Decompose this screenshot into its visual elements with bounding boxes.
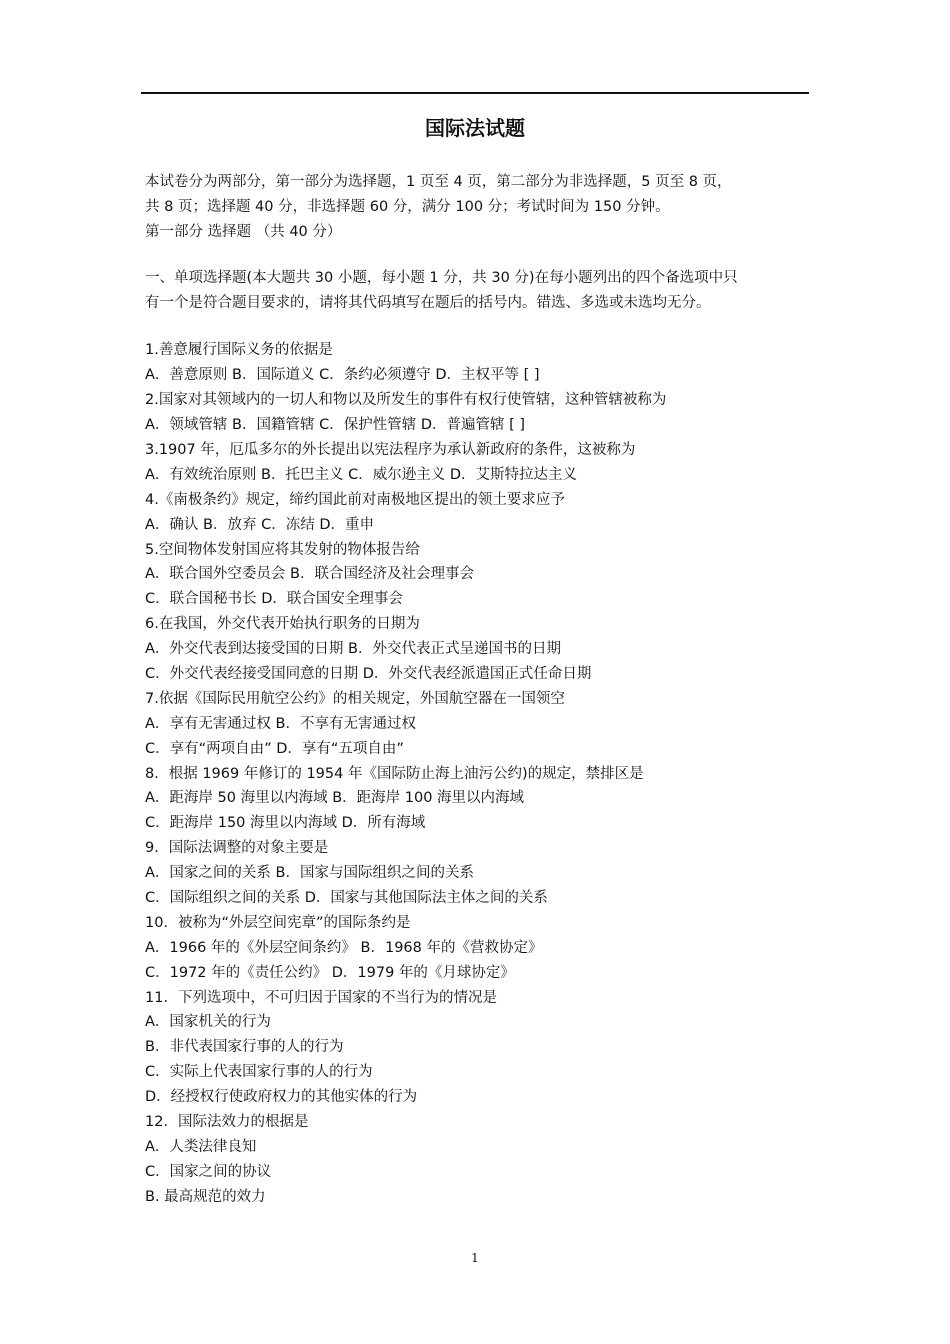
question-line: 12．国际法效力的根据是 [145, 1114, 309, 1130]
question-line: A．国家之间的关系 B．国家与国际组织之间的关系 [145, 865, 474, 882]
question-line: 7.依据《国际民用航空公约》的相关规定，外国航空器在一国领空 [145, 690, 565, 707]
question-line: B. 最高规范的效力 [145, 1188, 266, 1205]
question-line: A．联合国外空委员会 B．联合国经济及社会理事会 [145, 566, 474, 583]
question-line: C．外交代表经接受国同意的日期 D．外交代表经派遣国正式任命日期 [145, 665, 592, 682]
question-line: 8．根据 1969 年修订的 1954 年《国际防止海上油污公约)的规定，禁排区是 [145, 765, 644, 782]
question-line: C．联合国秘书长 D．联合国安全理事会 [145, 591, 403, 608]
question-line: 2.国家对其领域内的一切人和物以及所发生的事件有权行使管辖，这种管辖被称为 [145, 392, 667, 409]
question-line: A．领域管辖 B．国籍管辖 C．保护性管辖 D．普遍管辖 [ ] [145, 417, 526, 434]
question-line: 1.善意履行国际义务的依据是 [145, 342, 333, 359]
question-line: A．1966 年的《外层空间条约》 B．1968 年的《营救协定》 [145, 939, 543, 956]
question-line: C．享有“两项自由” D．享有“五项自由” [145, 740, 404, 757]
question-line: A．外交代表到达接受国的日期 B．外交代表正式呈递国书的日期 [145, 641, 561, 658]
question-line: D．经授权行使政府权力的其他实体的行为 [145, 1089, 418, 1106]
question-line: C．国家之间的协议 [145, 1163, 272, 1180]
question-line: A．国家机关的行为 [145, 1014, 271, 1031]
question-line: C．实际上代表国家行事的人的行为 [145, 1064, 373, 1081]
page-number: 1 [471, 1251, 479, 1265]
question-line: A．确认 B．放弃 C．冻结 D．重申 [145, 516, 374, 533]
document-title: 国际法试题 [425, 116, 525, 140]
question-line: B．非代表国家行事的人的行为 [145, 1039, 344, 1056]
question-line: 10．被称为“外层空间宪章”的国际条约是 [145, 914, 411, 931]
intro-block [145, 170, 815, 244]
question-line: A．享有无害通过权 B．不享有无害通过权 [145, 715, 416, 732]
question-line: 5.空间物体发射国应将其发射的物体报告给 [145, 541, 420, 558]
instruction-line: 一、单项选择题(本大题共 30 小题，每小题 1 分，共 30 分)在每小题列出的四个备选项中只 [145, 270, 738, 287]
spacer [145, 316, 815, 338]
question-line: 9．国际法调整的对象主要是 [145, 840, 329, 857]
question-line: A．善意原则 B．国际道义 C．条约必须遵守 D．主权平等 [ ] [145, 367, 540, 384]
question-line: 11．下列选项中，不可归因于国家的不当行为的情况是 [145, 989, 497, 1006]
document-body [145, 170, 815, 1210]
question-line: C．1972 年的《责任公约》 D．1979 年的《月球协定》 [145, 964, 515, 981]
intro-line: 共 8 页；选择题 40 分，非选择题 60 分，满分 100 分；考试时间为 150 分钟。 [145, 198, 670, 215]
intro-line: 第一部分 选择题 （共 40 分） [145, 223, 342, 240]
question-line: A．距海岸 50 海里以内海域 B．距海岸 100 海里以内海域 [145, 790, 525, 807]
section-instructions [145, 266, 815, 316]
header-rule [141, 92, 809, 94]
question-line: C．距海岸 150 海里以内海域 D．所有海域 [145, 815, 426, 832]
question-line: 3.1907 年，厄瓜多尔的外长提出以宪法程序为承认新政府的条件，这被称为 [145, 441, 636, 458]
question-list [145, 338, 815, 1209]
spacer [145, 244, 815, 266]
intro-line: 本试卷分为两部分，第一部分为选择题，1 页至 4 页，第二部分为非选择题，5 页至 8 页， [145, 174, 732, 190]
question-line: 6.在我国，外交代表开始执行职务的日期为 [145, 616, 420, 633]
question-line: 4.《南极条约》规定，缔约国此前对南极地区提出的领土要求应予 [145, 491, 565, 508]
question-line: A．人类法律良知 [145, 1138, 257, 1155]
instruction-line: 有一个是符合题目要求的，请将其代码填写在题后的括号内。错选、多选或未选均无分。 [145, 295, 711, 312]
question-line: A．有效统治原则 B．托巴主义 C．威尔逊主义 D．艾斯特拉达主义 [145, 466, 577, 483]
question-line: C．国际组织之间的关系 D．国家与其他国际法主体之间的关系 [145, 889, 548, 906]
